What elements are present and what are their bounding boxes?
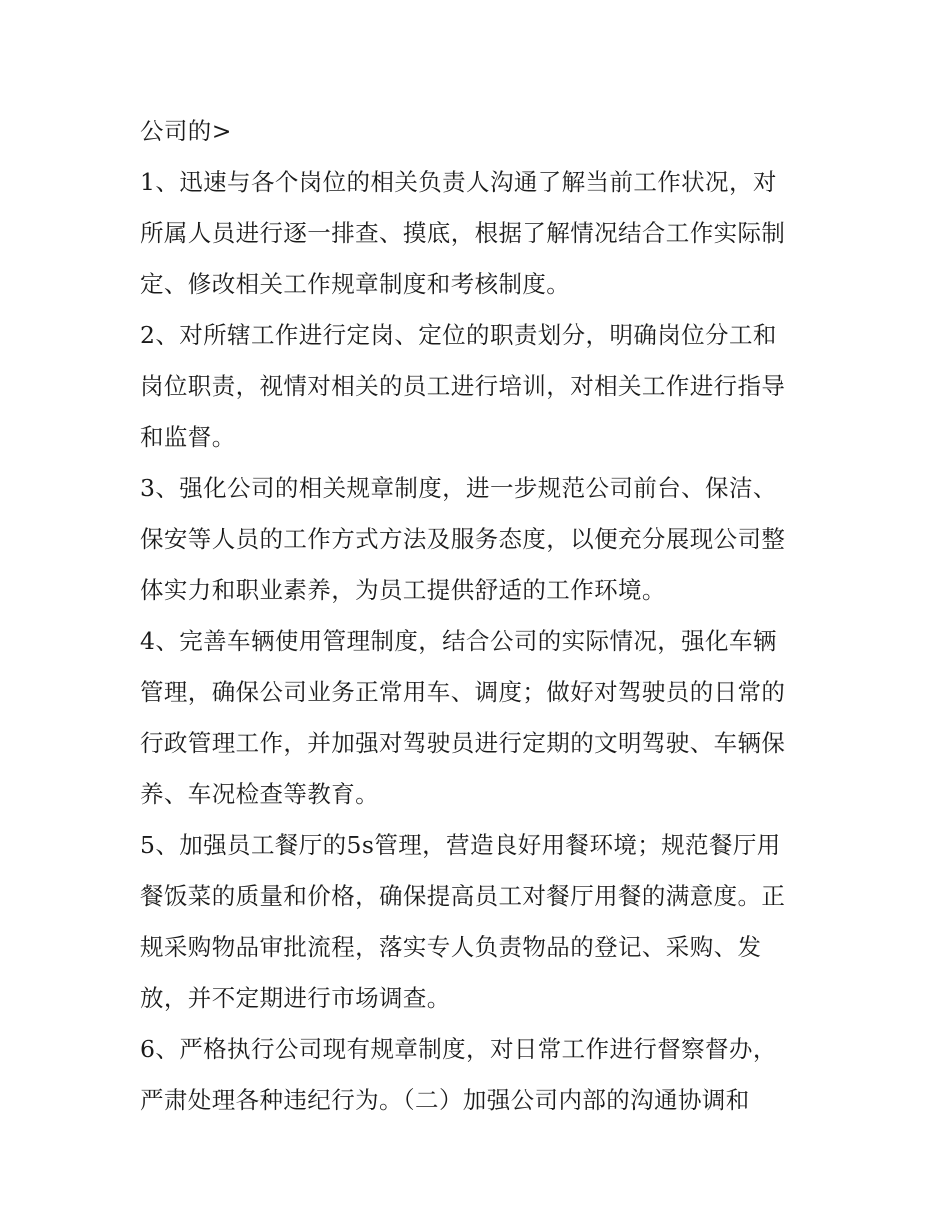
text-line: 放，并不定期进行市场调查。 (140, 984, 451, 1012)
text-line: 3、强化公司的相关规章制度，进一步规范公司前台、保洁、 (140, 474, 777, 502)
text-line: 定、修改相关工作规章制度和考核制度。 (140, 270, 571, 298)
text-line: 和监督。 (140, 423, 236, 451)
text-line: 规采购物品审批流程，落实专人负责物品的登记、采购、发 (140, 933, 762, 961)
text-line: 岗位职责，视情对相关的员工进行培训，对相关工作进行指导 (140, 372, 786, 400)
text-line: 保安等人员的工作方式方法及服务态度，以便充分展现公司整 (140, 525, 786, 553)
text-line: 2、对所辖工作进行定岗、定位的职责划分，明确岗位分工和 (140, 321, 777, 349)
text-line: 管理，确保公司业务正常用车、调度；做好对驾驶员的日常的 (140, 678, 786, 706)
text-line: 餐饭菜的质量和价格，确保提高员工对餐厅用餐的满意度。正 (140, 882, 786, 910)
text-line: 体实力和职业素养，为员工提供舒适的工作环境。 (140, 576, 666, 604)
text-line: 4、完善车辆使用管理制度，结合公司的实际情况，强化车辆 (140, 627, 777, 655)
document-body (140, 106, 816, 1126)
text-line: 公司的> (140, 117, 232, 145)
text-line: 严肃处理各种违纪行为。（二）加强公司内部的沟通协调和 (140, 1086, 750, 1114)
text-line: 5、加强员工餐厅的5s管理，营造良好用餐环境；规范餐厅用 (140, 831, 781, 859)
text-line: 行政管理工作，并加强对驾驶员进行定期的文明驾驶、车辆保 (140, 729, 786, 757)
text-line: 所属人员进行逐一排查、摸底，根据了解情况结合工作实际制 (140, 219, 786, 247)
text-line: 6、严格执行公司现有规章制度，对日常工作进行督察督办， (140, 1035, 777, 1063)
text-line: 1、迅速与各个岗位的相关负责人沟通了解当前工作状况，对 (140, 168, 777, 196)
text-line: 养、车况检查等教育。 (140, 780, 379, 808)
